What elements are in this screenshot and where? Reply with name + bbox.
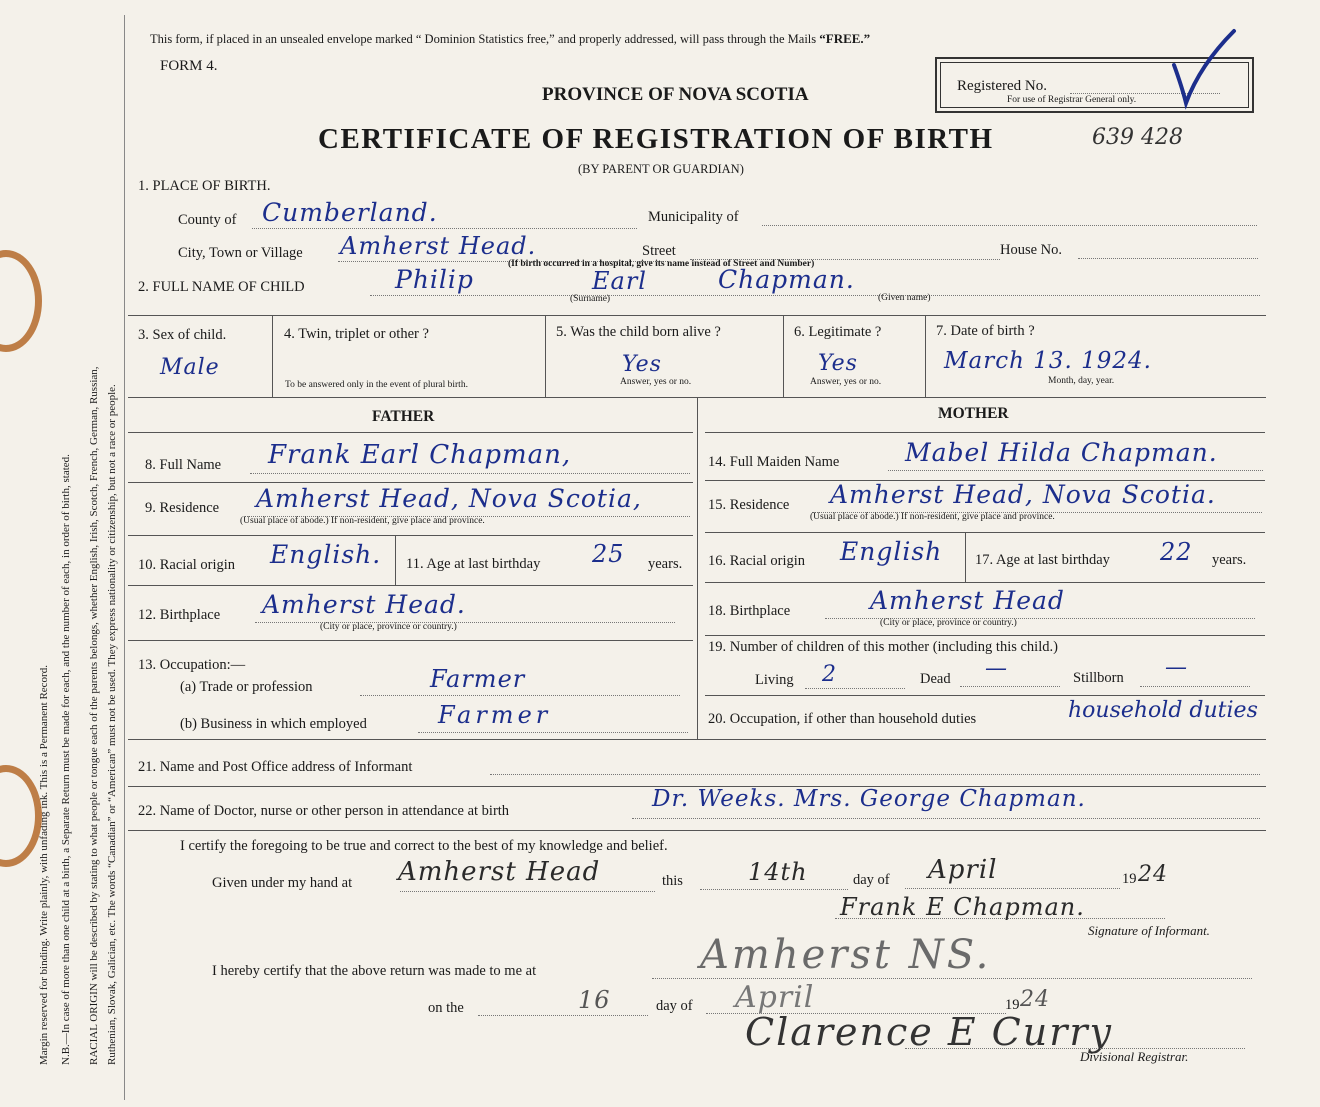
father-birthplace: Amherst Head. — [262, 590, 466, 619]
father-age-years: years. — [648, 556, 683, 572]
child-first-name: Philip — [395, 265, 474, 294]
registration-place: Amherst NS. — [700, 932, 992, 978]
check-mark-icon — [1170, 25, 1240, 110]
registrar-signature-label: Divisional Registrar. — [1080, 1049, 1189, 1064]
mother-residence: Amherst Head, Nova Scotia. — [830, 480, 1216, 509]
margin-note-2: N.B.—In case of more than one child at a birth, a Separate Return must be made for each, and the number of each, in order of birth, stated. — [60, 454, 72, 1065]
margin-note-3: RACIAL ORIGIN will be described by stating to what people or tongue each of the parents belongs, whether English, Irish, Scotch, French, German, Russian, — [88, 366, 100, 1065]
attendant-value: Dr. Weeks. Mrs. George Chapman. — [652, 786, 1086, 812]
father-birthplace-note: (City or place, province or country.) — [320, 622, 457, 632]
registrar-signature: Clarence E Curry — [745, 1010, 1114, 1054]
page-subtitle: (BY PARENT OR GUARDIAN) — [578, 162, 744, 176]
informant-signature: Frank E Chapman. — [840, 893, 1085, 921]
registration-month: April — [735, 980, 815, 1015]
municipality-label: Municipality of — [648, 209, 739, 225]
registered-label: Registered No. — [957, 78, 1047, 94]
sex-label: 3. Sex of child. — [138, 327, 227, 343]
twin-note: To be answered only in the event of plural birth. — [285, 380, 468, 390]
surname-note: (Surname) — [570, 294, 611, 304]
father-residence-note: (Usual place of abode.) If non-resident, give place and province. — [240, 516, 485, 526]
father-race: English. — [270, 540, 382, 569]
mother-children-label: 19. Number of children of this mother (including this child.) — [708, 639, 1058, 655]
mother-occupation-label: 20. Occupation, if other than household duties — [708, 711, 977, 727]
registration-year-prefix: 19 — [1005, 997, 1020, 1013]
street-label: Street — [642, 243, 676, 259]
legitimate-label: 6. Legitimate ? — [794, 324, 882, 340]
margin-note-4: Ruthenian, Slovak, Galician, etc. The words “Canadian” or “American” must not be used. They express nationality or citizenship, but not a race or people. — [106, 384, 118, 1065]
father-residence: Amherst Head, Nova Scotia, — [256, 484, 642, 513]
certify-statement: I certify the foregoing to be true and correct to the best of my knowledge and belief. — [180, 838, 668, 854]
given-name-note: (Given name) — [878, 293, 931, 303]
father-age: 25 — [592, 540, 625, 568]
mother-occupation: household duties — [1068, 698, 1258, 723]
mail-free: “FREE.” — [819, 31, 871, 46]
mother-birthplace: Amherst Head — [870, 586, 1065, 615]
child-name-label: 2. FULL NAME OF CHILD — [138, 279, 305, 295]
born-alive-label: 5. Was the child born alive ? — [556, 324, 721, 340]
dob-value: March 13. 1924. — [944, 348, 1152, 374]
registration-year: 24 — [1020, 987, 1050, 1012]
mother-birthplace-label: 18. Birthplace — [708, 603, 791, 619]
mother-heading: MOTHER — [938, 405, 1009, 422]
registration-day: 16 — [578, 986, 611, 1014]
legitimate-note: Answer, yes or no. — [810, 377, 882, 387]
city-label: City, Town or Village — [178, 245, 303, 261]
given-at-value: Amherst Head — [398, 857, 601, 887]
given-year: 24 — [1138, 862, 1168, 887]
province-heading: PROVINCE OF NOVA SCOTIA — [542, 84, 809, 105]
living-label: Living — [755, 672, 794, 688]
father-residence-label: 9. Residence — [145, 500, 220, 516]
on-the-label: on the — [428, 1000, 464, 1016]
street-note: (If birth occurred in a hospital, give its name instead of Street and Number) — [508, 259, 815, 269]
dead-label: Dead — [920, 671, 951, 687]
place-of-birth-heading: 1. PLACE OF BIRTH. — [138, 178, 271, 194]
living-value: 2 — [822, 662, 837, 687]
mother-age: 22 — [1160, 538, 1193, 566]
mother-residence-note: (Usual place of abode.) If non-resident, give place and province. — [810, 512, 1055, 522]
father-age-label: 11. Age at last birthday — [406, 556, 541, 572]
registered-number: 639 428 — [1092, 125, 1183, 150]
child-middle-name: Earl — [592, 267, 647, 295]
stillborn-value: — — [1165, 655, 1188, 680]
father-birthplace-label: 12. Birthplace — [138, 607, 221, 623]
father-trade-label: (a) Trade or profession — [180, 679, 313, 695]
given-year-prefix: 19 — [1122, 871, 1137, 887]
county-value: Cumberland. — [262, 198, 438, 227]
house-label: House No. — [1000, 242, 1063, 258]
stillborn-label: Stillborn — [1073, 670, 1124, 686]
father-business: Farmer — [438, 701, 552, 729]
father-trade: Farmer — [430, 665, 526, 693]
dead-value: — — [985, 656, 1008, 681]
born-alive-note: Answer, yes or no. — [620, 377, 692, 387]
father-occupation-label: 13. Occupation:— — [138, 657, 246, 673]
registrar-statement: I hereby certify that the above return was made to me at — [212, 963, 537, 979]
father-name-label: 8. Full Name — [145, 457, 222, 473]
child-surname: Chapman. — [718, 265, 855, 294]
mother-race: English — [840, 537, 943, 566]
given-month: April — [928, 855, 998, 885]
father-name: Frank Earl Chapman, — [268, 440, 572, 470]
born-alive-value: Yes — [622, 352, 662, 377]
registration-day-of-label: day of — [656, 998, 693, 1014]
form-number: FORM 4. — [160, 58, 218, 74]
twin-label: 4. Twin, triplet or other ? — [284, 326, 429, 342]
binding-hole-top — [0, 250, 42, 352]
informant-signature-label: Signature of Informant. — [1088, 923, 1210, 938]
given-day-of-label: day of — [853, 872, 890, 888]
mail-note: This form, if placed in an unsealed envelope marked “ Dominion Statistics free,” and properly addressed, will pass through the Mails “FREE.” — [150, 31, 871, 46]
mother-age-years: years. — [1212, 552, 1247, 568]
dob-label: 7. Date of birth ? — [936, 323, 1035, 339]
binding-hole-bottom — [0, 765, 42, 867]
margin-note-1: Margin reserved for binding. Write plainly, with unfading ink. This is a Permanent Record. — [38, 665, 50, 1065]
city-value: Amherst Head. — [340, 232, 537, 260]
attendant-label: 22. Name of Doctor, nurse or other person in attendance at birth — [138, 803, 510, 819]
informant-label: 21. Name and Post Office address of Informant — [138, 759, 413, 775]
given-day: 14th — [748, 858, 808, 886]
legitimate-value: Yes — [818, 351, 858, 376]
sex-value: Male — [160, 355, 220, 380]
father-heading: FATHER — [372, 408, 435, 425]
mother-residence-label: 15. Residence — [708, 497, 790, 513]
mother-age-label: 17. Age at last birthday — [975, 552, 1110, 568]
mother-birthplace-note: (City or place, province or country.) — [880, 618, 1017, 628]
father-business-label: (b) Business in which employed — [180, 716, 367, 732]
page-title: CERTIFICATE OF REGISTRATION OF BIRTH — [318, 123, 994, 155]
father-race-label: 10. Racial origin — [138, 557, 236, 573]
mother-name: Mabel Hilda Chapman. — [905, 438, 1218, 467]
mother-name-label: 14. Full Maiden Name — [708, 454, 840, 470]
county-label: County of — [178, 212, 237, 228]
registrar-note: For use of Registrar General only. — [1007, 95, 1137, 105]
mother-race-label: 16. Racial origin — [708, 553, 806, 569]
dob-note: Month, day, year. — [1048, 376, 1115, 386]
given-at-label: Given under my hand at — [212, 875, 353, 891]
this-label: this — [662, 873, 683, 889]
